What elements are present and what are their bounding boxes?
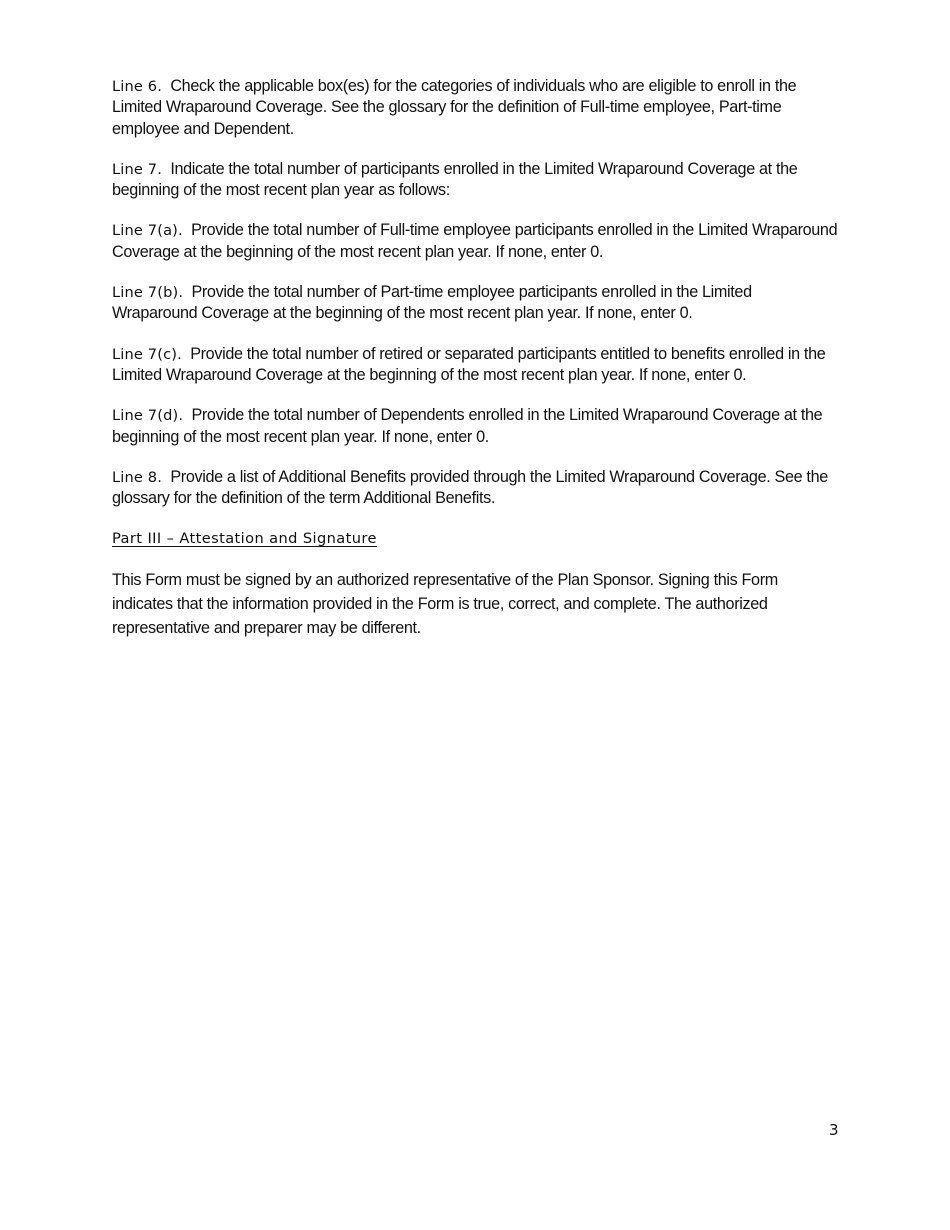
line-7b-instruction — [112, 282, 840, 325]
line-7-instruction — [112, 159, 840, 202]
line-7d-instruction — [112, 405, 840, 448]
page-number: 3 — [829, 1121, 839, 1139]
line-8-instruction — [112, 467, 840, 510]
line-label: Line 7(d). — [112, 407, 184, 425]
line-7c-instruction — [112, 344, 840, 387]
document-page — [112, 76, 840, 640]
instruction-text: Indicate the total number of participants enrolled in the Limited Wraparound Coverage at the beginning of the most recent plan year as follows: — [112, 159, 798, 200]
line-label: Line 7(c). — [112, 345, 182, 363]
line-label: Line 6. — [112, 78, 163, 95]
instruction-text: Provide the total number of Part-time employee participants enrolled in the Limited Wraparound Coverage at the beginning of the most recent plan year. If none, enter 0. — [112, 283, 752, 323]
line-label: Line 7(a). — [112, 222, 183, 240]
instruction-text: Provide the total number of retired or separated participants entitled to benefits enrolled in the Limited Wraparound Coverage at the beginning of the most recent plan year. If none, enter 0. — [112, 344, 826, 384]
line-label: Line 7(b). — [112, 284, 184, 302]
line-label: Line 7. — [112, 160, 163, 178]
line-6-instruction — [112, 76, 840, 140]
instruction-text: Provide a list of Additional Benefits provided through the Limited Wraparound Coverage. See the glossary for the definition of the term Additional Benefits. — [112, 467, 828, 508]
instruction-text: Provide the total number of Dependents enrolled in the Limited Wraparound Coverage at the beginning of the most recent plan year. If none, enter 0. — [112, 406, 823, 446]
attestation-paragraph: This Form must be signed by an authorized representative of the Plan Sponsor. Signing this Form indicates that the information provided in the Form is true, correct, and complete. The authorized representative and preparer may be different. — [112, 571, 778, 638]
section-heading-part-iii: Part III – Attestation and Signature — [112, 530, 377, 548]
line-label: Line 8. — [112, 468, 163, 486]
instruction-text: Provide the total number of Full-time employee participants enrolled in the Limited Wraparound Coverage at the beginning of the most recent plan year. If none, enter 0. — [112, 221, 838, 261]
line-7a-instruction — [112, 220, 840, 263]
instruction-text: Check the applicable box(es) for the categories of individuals who are eligible to enroll in the Limited Wraparound Coverage. See the glossary for the definition of Full-time employee, Part-time employee and Dependent. — [112, 77, 797, 138]
